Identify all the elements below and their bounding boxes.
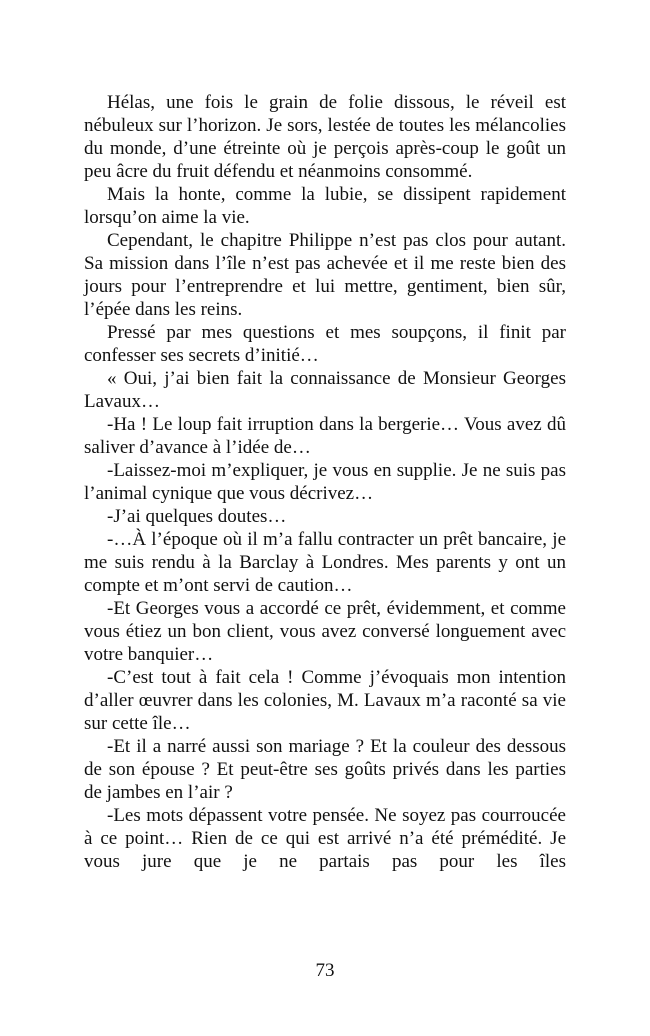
paragraph: « Oui, j’ai bien fait la connaissance de Monsieur Georges Lavaux… <box>84 368 566 412</box>
paragraph: -J’ai quelques doutes… <box>107 506 287 527</box>
paragraph: -Laissez-moi m’expliquer, je vous en supplie. Je ne suis pas l’animal cynique que vous décrivez… <box>84 460 566 504</box>
paragraph: Pressé par mes questions et mes soupçons, il finit par confesser ses secrets d’initié… <box>84 322 566 366</box>
paragraph: -Ha ! Le loup fait irruption dans la bergerie… Vous avez dû saliver d’avance à l’idée de… <box>84 414 566 458</box>
page-text <box>84 91 566 873</box>
page-number: 73 <box>315 960 335 981</box>
paragraph: -Et Georges vous a accordé ce prêt, évidemment, et comme vous étiez un bon client, vous avez conversé longuement avec votre banquier… <box>84 598 566 665</box>
paragraph: -…À l’époque où il m’a fallu contracter un prêt bancaire, je me suis rendu à la Barclay à Londres. Mes parents y ont un compte et m’ont servi de caution… <box>84 529 566 596</box>
paragraph: -Les mots dépassent votre pensée. Ne soyez pas courroucée à ce point… Rien de ce qui est arrivé n’a été prémédité. Je vous jure que je ne partais pas pour les îles <box>84 805 566 872</box>
paragraph: Hélas, une fois le grain de folie dissous, le réveil est nébuleux sur l’horizon. Je sors, lestée de toutes les mélancolies du monde, d’une étreinte où je perçois après-coup le goût un peu âcre du fruit défendu et néanmoins consommé. <box>84 92 566 182</box>
paragraph: Cependant, le chapitre Philippe n’est pas clos pour autant. Sa mission dans l’île n’est pas achevée et il me reste bien des jours pour l’entreprendre et lui mettre, gentiment, bien sûr, l’épée dans les reins. <box>84 230 566 320</box>
paragraph: -Et il a narré aussi son mariage ? Et la couleur des dessous de son épouse ? Et peut-être ses goûts privés dans les parties de jambes en l’air ? <box>84 736 566 803</box>
paragraph: -C’est tout à fait cela ! Comme j’évoquais mon intention d’aller œuvrer dans les colonies, M. Lavaux m’a raconté sa vie sur cette île… <box>84 667 566 734</box>
paragraph: Mais la honte, comme la lubie, se dissipent rapidement lorsqu’on aime la vie. <box>84 184 566 228</box>
